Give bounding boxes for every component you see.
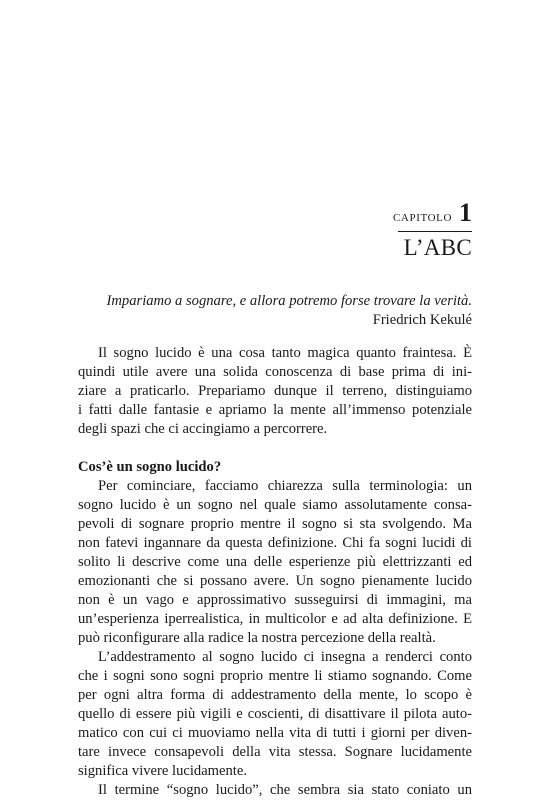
text-line: matico con cui ci muoviamo nella vita di tutti i giorni per diven- [78,725,472,741]
text-line: degli spazi che ci accingiamo a percorrere. [78,421,328,437]
epigraph-author: Friedrich Kekulé [372,312,472,328]
text-line: pevoli di sognare proprio mentre il sogno si sta svolgendo. Ma [78,516,472,532]
section-heading: Cos’è un sogno lucido? [78,459,222,475]
chapter-heading [393,198,472,228]
text-line: i fatti dalle fantasie e apriamo la mente all’immenso potenziale [78,402,472,418]
text-line: significa vivere lucidamente. [78,763,247,779]
text-line: un’esperienza iperrealistica, in multicolor e ad alta definizione. E [78,611,472,627]
chapter-divider [398,231,472,232]
section-paragraph-2 [78,648,472,781]
section-paragraph-3 [78,781,472,800]
text-line: Il sogno lucido è una cosa tanto magica quanto fraintesa. È [98,345,472,361]
text-line: può riconfigurare alla radice la nostra percezione della realtà. [78,630,436,646]
book-page [78,0,472,807]
text-line: ziare a praticarlo. Prepariamo dunque il terreno, distinguiamo [78,383,472,399]
text-line: non fatevi ingannare da questa definizione. Chi fa sogni lucidi di [78,535,472,551]
text-line: emozionanti che si possano avere. Un sogno pienamente lucido [78,573,472,589]
text-line: quindi utile avere una solida conoscenza di base prima di ini- [78,364,472,380]
chapter-number: 1 [459,198,472,227]
text-line: quello di essere più vigili e coscienti, di disattivare il pilota auto- [78,706,472,722]
text-line: che i sogni sono sogni proprio mentre li stiamo sognando. Come [78,668,472,684]
text-line: sogno lucido è un sogno nel quale siamo assolutamente consa- [78,497,472,513]
text-line: non è un vago e approssimativo susseguirsi di immagini, ma [78,592,472,608]
epigraph-quote: Impariamo a sognare, e allora potremo forse trovare la verità. [106,293,472,309]
text-line: Il termine “sogno lucido”, che sembra sia stato coniato un [98,782,472,798]
body-text [78,344,472,800]
chapter-label: CAPITOLO [393,212,452,224]
text-line: solito li descrive come una delle esperienze più elettrizzanti ed [78,554,472,570]
text-line: per ogni altra forma di addestramento della mente, lo scopo è [78,687,472,703]
epigraph [78,292,472,330]
text-line: tare invece consapevoli della vita stessa. Sognare lucidamente [78,744,472,760]
text-line: Per cominciare, facciamo chiarezza sulla terminologia: un [98,478,472,494]
chapter-title: L’ABC [403,235,472,260]
text-line: L’addestramento al sogno lucido ci insegna a renderci conto [98,649,472,665]
section-paragraph-1 [78,477,472,648]
intro-paragraph [78,344,472,439]
